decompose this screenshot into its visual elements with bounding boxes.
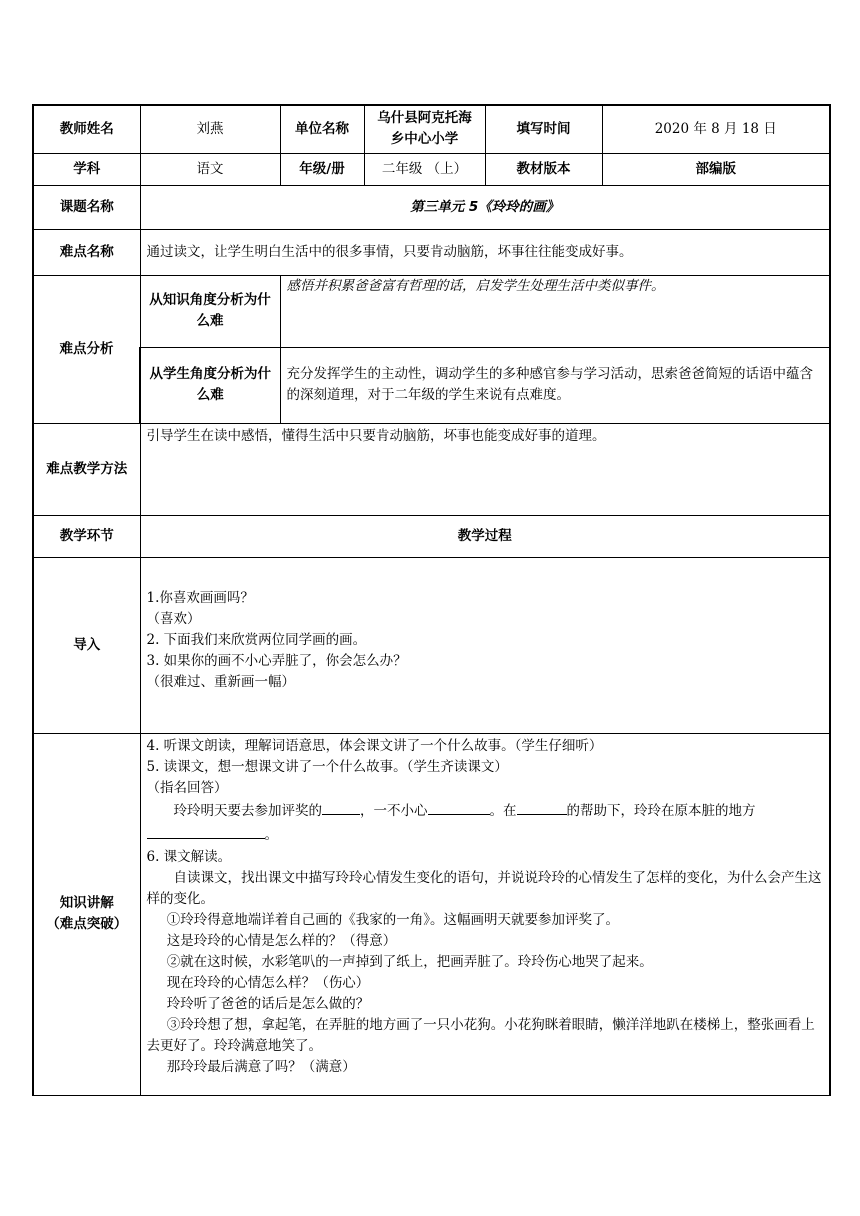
lesson-plan-table <box>32 104 831 1096</box>
knowledge-line: 现在玲玲的心情怎么样？（伤心） <box>166 974 370 991</box>
knowledge-line: ①玲玲得意地端详着自己画的《我家的一角》。这幅画明天就要参加评奖了。 <box>166 911 619 928</box>
answer-blank <box>147 824 265 839</box>
date-value: 2020 年 8 月 18 日 <box>602 105 830 153</box>
intro-label: 导入 <box>33 557 140 733</box>
knowledge-angle-label: 从知识角度分析为什么难 <box>140 275 280 347</box>
unit-value: 乌什县阿克托海乡中心小学 <box>364 105 485 153</box>
edition-label: 教材版本 <box>485 153 602 185</box>
knowledge-line: （指名回答） <box>146 779 228 796</box>
student-angle-label: 从学生角度分析为什么难 <box>140 347 280 423</box>
subject-value: 语文 <box>140 153 280 185</box>
header-row-1 <box>33 105 830 153</box>
knowledge-angle-value: 感悟并积累爸爸富有哲理的话，启发学生处理生活中类似事件。 <box>280 275 830 347</box>
knowledge-line: ②就在这时候，水彩笔叭的一声掉到了纸上，把画弄脏了。玲玲伤心地哭了起来。 <box>166 953 653 970</box>
unit-label: 单位名称 <box>280 105 364 153</box>
title-row <box>33 185 830 229</box>
knowledge-label-line2: （难点突破） <box>46 916 128 932</box>
intro-line: 3. 如果你的画不小心弄脏了，你会怎么办？ <box>146 652 407 669</box>
intro-content <box>140 557 830 733</box>
answer-blank <box>517 800 567 815</box>
difficulty-label: 难点名称 <box>33 229 140 275</box>
method-row <box>33 423 830 515</box>
grade-value: 二年级 （上） <box>364 153 485 185</box>
analysis-label: 难点分析 <box>33 275 140 423</box>
knowledge-row <box>33 733 830 1095</box>
difficulty-value: 通过读文，让学生明白生活中的很多事情，只要肯动脑筋，坏事往往能变成好事。 <box>140 229 830 275</box>
knowledge-line: 4. 听课文朗读，理解词语意思，体会课文讲了一个什么故事。（学生仔细听） <box>146 737 603 754</box>
header-row-2 <box>33 153 830 185</box>
difficulty-row <box>33 229 830 275</box>
knowledge-line: 这是玲玲的心情是怎么样的？（得意） <box>166 932 397 949</box>
method-label: 难点教学方法 <box>33 423 140 515</box>
intro-line: 2. 下面我们来欣赏两位同学画的画。 <box>146 631 367 648</box>
analysis-row-2 <box>33 347 830 423</box>
knowledge-line: ③玲玲想了想，拿起笔，在弄脏的地方画了一只小花狗。小花狗眯着眼睛，懒洋洋地趴在楼梯上，整张画看上去更好了。玲玲满意地笑了。 <box>146 1016 815 1054</box>
knowledge-content <box>140 733 830 1095</box>
intro-line: （很难过、重新画一幅） <box>146 673 295 690</box>
subject-label: 学科 <box>33 153 140 185</box>
knowledge-line: 6. 课文解读。 <box>146 848 232 865</box>
intro-line: 1.你喜欢画画吗？ <box>146 589 254 606</box>
answer-blank <box>428 800 490 815</box>
intro-line: （喜欢） <box>146 610 201 627</box>
edition-value: 部编版 <box>602 153 830 185</box>
fill-in-blank-exercise: 玲玲明天要去参加评奖的 ，一不小心 。在 的帮助下，玲玲在原本脏的地方。 <box>147 799 824 847</box>
process-header-row <box>33 515 830 557</box>
answer-blank <box>322 800 360 815</box>
stage-label: 教学环节 <box>33 515 140 557</box>
knowledge-label <box>33 733 140 1095</box>
teacher-value: 刘燕 <box>140 105 280 153</box>
knowledge-line: 那玲玲最后满意了吗？（满意） <box>166 1058 356 1075</box>
analysis-row-1 <box>33 275 830 347</box>
student-angle-value: 充分发挥学生的主动性，调动学生的多种感官参与学习活动，思索爸爸简短的话语中蕴含的深刻道理，对于二年级的学生来说有点难度。 <box>280 347 830 423</box>
intro-row <box>33 557 830 733</box>
teacher-label: 教师姓名 <box>33 105 140 153</box>
lesson-title: 第三单元 5《玲玲的画》 <box>140 185 830 229</box>
date-label: 填写时间 <box>485 105 602 153</box>
grade-label: 年级/册 <box>280 153 364 185</box>
knowledge-line: 自读课文，找出课文中描写玲玲心情发生变化的语句，并说说玲玲的心情发生了怎样的变化，为什么会产生这样的变化。 <box>146 869 822 907</box>
method-value: 引导学生在读中感悟，懂得生活中只要肯动脑筋，坏事也能变成好事的道理。 <box>140 423 830 515</box>
knowledge-line: 玲玲听了爸爸的话后是怎么做的？ <box>166 995 370 1012</box>
process-label: 教学过程 <box>140 515 830 557</box>
knowledge-label-line1: 知识讲解 <box>59 895 114 911</box>
title-label: 课题名称 <box>33 185 140 229</box>
knowledge-line: 5. 读课文，想一想课文讲了一个什么故事。（学生齐读课文） <box>146 758 508 775</box>
